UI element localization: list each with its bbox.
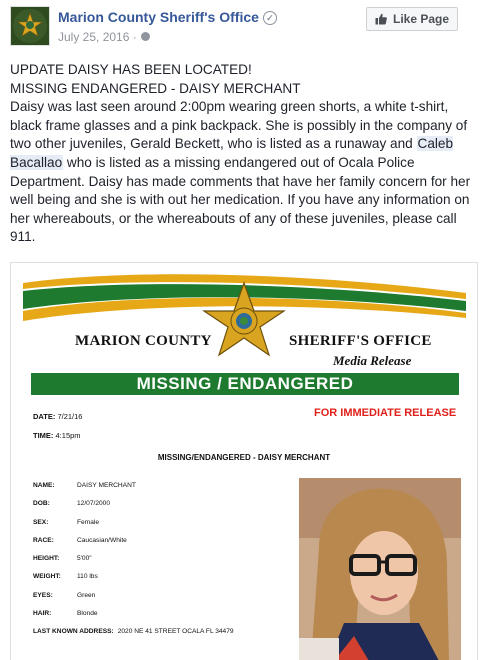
- detail-row-dob: [33, 500, 293, 518]
- detail-row-eyes: [33, 592, 293, 610]
- post-message: [10, 61, 475, 247]
- release-office: SHERIFF'S OFFICE: [289, 333, 432, 349]
- check-circle-icon: ✓: [263, 11, 277, 25]
- detail-value: Blonde: [77, 610, 98, 618]
- post-timestamp[interactable]: [58, 30, 150, 44]
- detail-key: RACE:: [33, 536, 54, 544]
- release-date-label: DATE:: [33, 412, 56, 421]
- immediate-release-label: FOR IMMEDIATE RELEASE: [314, 407, 457, 419]
- detail-key: NAME:: [33, 482, 55, 489]
- detail-row-name: [33, 482, 293, 500]
- post-line-missing: MISSING ENDANGERED - DAISY MERCHANT: [10, 80, 301, 96]
- missing-endangered-banner: MISSING / ENDANGERED: [31, 373, 459, 395]
- post-line-update: UPDATE DAISY HAS BEEN LOCATED!: [10, 62, 252, 77]
- release-time: [33, 431, 81, 440]
- page-name[interactable]: [58, 9, 277, 25]
- detail-key: WEIGHT:: [33, 573, 61, 581]
- person-details: [33, 482, 293, 647]
- tagged-person-link[interactable]: Caleb Bacallao: [10, 136, 454, 170]
- detail-row-height: [33, 555, 293, 573]
- release-time-label: TIME:: [33, 431, 54, 440]
- detail-value: 110 lbs: [77, 573, 98, 581]
- post-body-part2: who is listed as a missing endangered out of Ocala Police Department. Daisy has made comments that have her family concern for her well being and she is with out her medication. If you have any information on her whereabouts, or the whereabouts of any of these juveniles, please call 911.: [10, 154, 471, 245]
- detail-row-race: [33, 537, 293, 555]
- detail-value: Female: [77, 518, 99, 526]
- missing-person-photo: [299, 478, 461, 660]
- detail-key: SEX:: [33, 518, 49, 526]
- release-county: MARION COUNTY: [75, 333, 212, 349]
- page-avatar[interactable]: [10, 6, 50, 46]
- detail-row-weight: [33, 573, 293, 591]
- detail-key: DOB:: [33, 500, 50, 508]
- detail-key: LAST KNOWN ADDRESS:: [33, 628, 114, 636]
- like-page-label: Like Page: [392, 12, 450, 26]
- detail-value: Caucasian/White: [77, 536, 127, 544]
- release-subject: MISSING/ENDANGERED - DAISY MERCHANT: [157, 453, 331, 462]
- page-name-text[interactable]: Marion County Sheriff's Office: [58, 9, 259, 25]
- portrait-illustration: [299, 478, 461, 660]
- release-date-value: 7/21/16: [57, 412, 83, 421]
- detail-value: DAISY MERCHANT: [77, 482, 136, 489]
- detail-key: HAIR:: [33, 610, 52, 618]
- detail-key: HEIGHT:: [33, 555, 60, 563]
- detail-key: EYES:: [33, 591, 53, 599]
- release-date: [33, 412, 82, 421]
- release-time-value: 4:15pm: [55, 431, 81, 440]
- detail-row-hair: [33, 610, 293, 628]
- post-body-part1: Daisy was last seen around 2:00pm wearing green shorts, a white t-shirt, black frame glasses and a pink backpack. She is possibly in the company of two other juveniles, Gerald Beckett, who is listed as a runaway and: [10, 99, 468, 152]
- detail-value: 12/07/2000: [77, 500, 111, 508]
- like-page-button[interactable]: [366, 7, 458, 31]
- sheriff-badge-icon: [12, 8, 48, 44]
- release-media-label: Media Release: [333, 353, 412, 368]
- detail-row-address: [33, 628, 293, 646]
- media-release-image[interactable]: [10, 262, 478, 660]
- detail-row-sex: [33, 519, 293, 537]
- post-date[interactable]: July 25, 2016 ·: [58, 30, 137, 44]
- globe-icon: [141, 32, 150, 41]
- detail-value: Green: [77, 591, 96, 599]
- detail-value: 5'00": [77, 555, 92, 563]
- post-header: [0, 0, 483, 56]
- thumbs-up-icon: [375, 13, 387, 25]
- detail-value: 2020 NE 41 STREET OCALA FL 34479: [117, 628, 234, 636]
- post-body: [10, 98, 475, 247]
